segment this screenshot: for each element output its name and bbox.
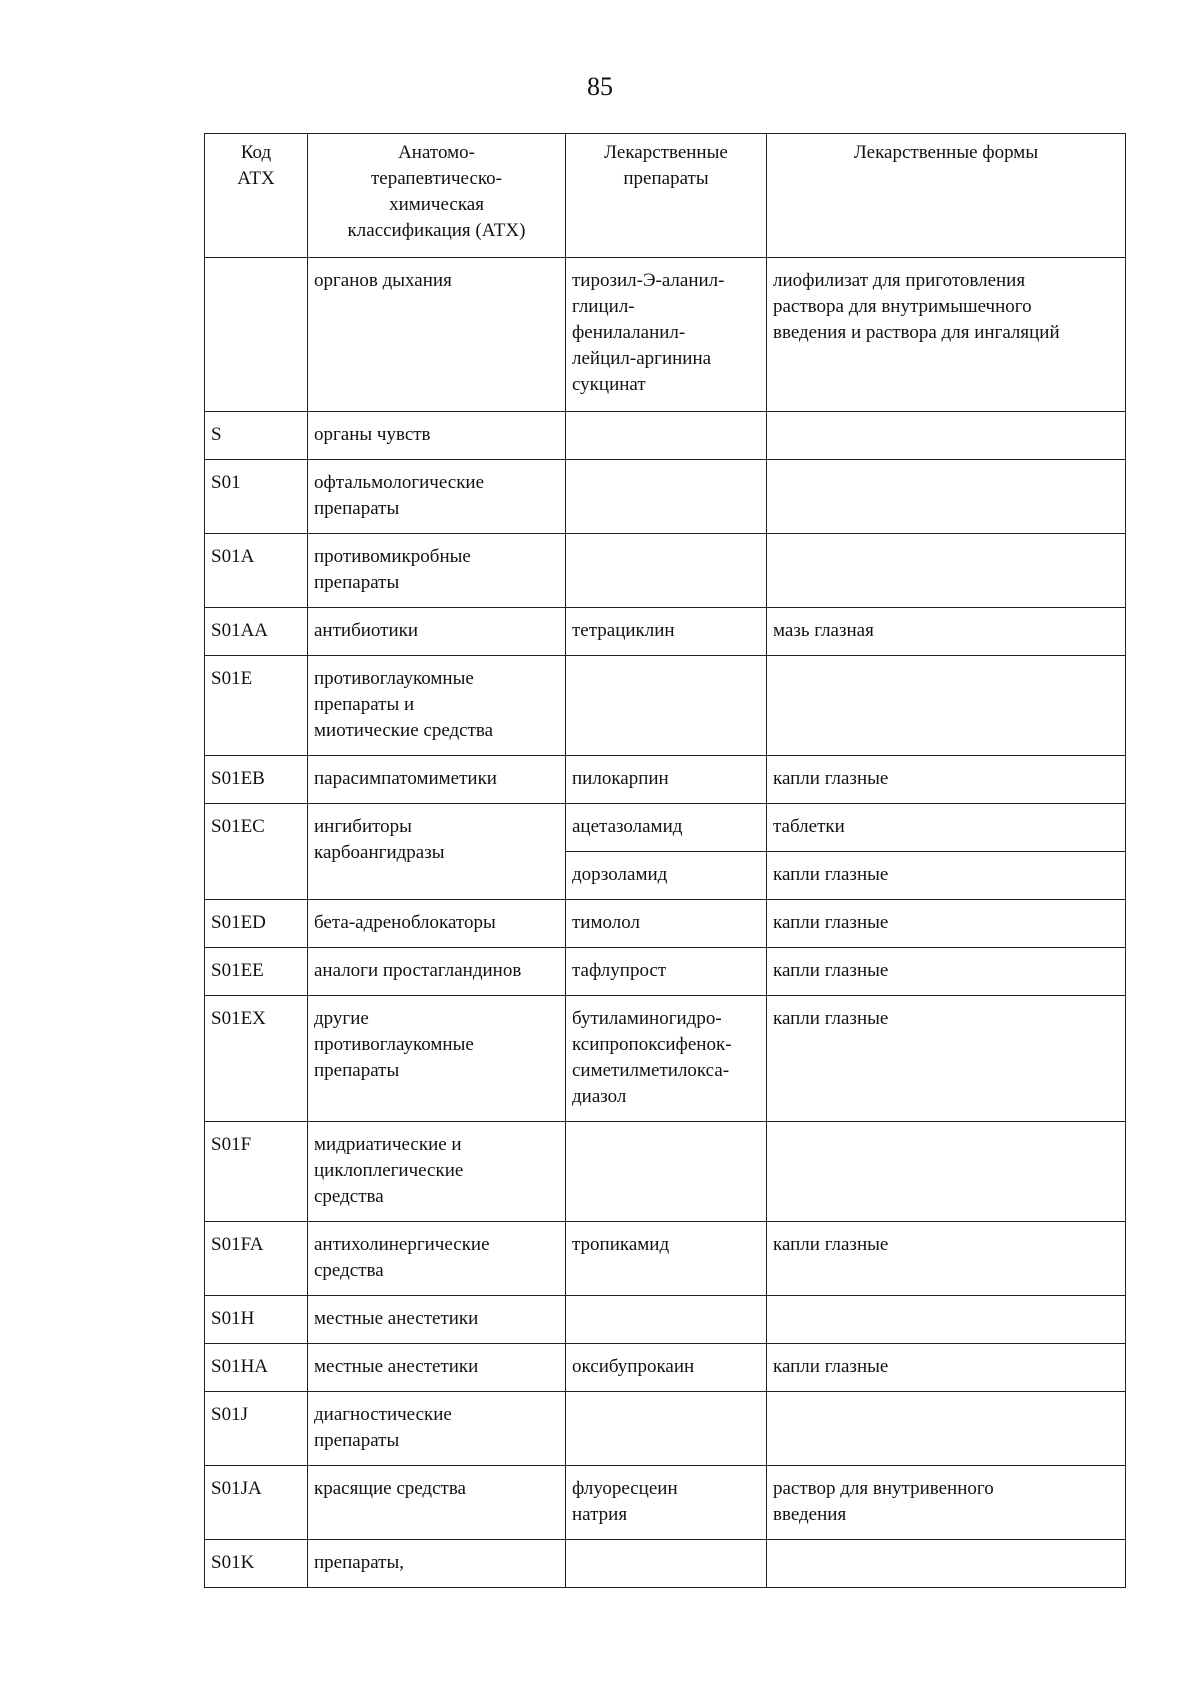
form-line: мазь глазная: [773, 620, 874, 641]
atc-code-cell: S01A: [205, 534, 308, 608]
atc-code-cell: [205, 258, 308, 412]
classification-cell: [308, 656, 566, 756]
page-number: 85: [587, 72, 613, 101]
form-cell: [767, 1540, 1126, 1588]
drug-cell: [566, 948, 767, 996]
form-line: лиофилизат для приготовления: [773, 270, 1026, 291]
classification-line: диагностические: [314, 1404, 452, 1425]
form-cell: [767, 1392, 1126, 1466]
classification-cell: [308, 608, 566, 656]
form-line: капли глазные: [773, 1356, 889, 1377]
drug-cell: [566, 804, 767, 852]
header-drugs: [566, 134, 767, 258]
drug-line: лейцил-аргинина: [572, 348, 712, 369]
form-line: капли глазные: [773, 1234, 889, 1255]
drug-line: тимолол: [572, 912, 640, 933]
form-cell: [767, 608, 1126, 656]
classification-line: препараты: [314, 1430, 400, 1451]
drug-line: бутиламиногидро-: [572, 1008, 722, 1029]
atc-code-cell: S01: [205, 460, 308, 534]
classification-line: органы чувств: [314, 424, 431, 445]
drug-line: сукцинат: [572, 374, 646, 395]
drug-cell: [566, 656, 767, 756]
form-line: капли глазные: [773, 1008, 889, 1029]
header-line: Анатомо-: [398, 142, 475, 163]
atc-code-cell: S01FA: [205, 1222, 308, 1296]
drug-line: натрия: [572, 1504, 628, 1525]
classification-cell: [308, 996, 566, 1122]
header-line: терапевтическо-: [371, 168, 502, 189]
classification-cell: [308, 1296, 566, 1344]
table-row: [205, 608, 1126, 656]
drug-cell: [566, 1344, 767, 1392]
drug-line: симетилметилокса-: [572, 1060, 730, 1081]
drug-line: ксипропоксифенок-: [572, 1034, 732, 1055]
classification-line: местные анестетики: [314, 1356, 479, 1377]
drug-cell: [566, 1222, 767, 1296]
form-line: капли глазные: [773, 912, 889, 933]
form-cell: [767, 1344, 1126, 1392]
classification-line: органов дыхания: [314, 270, 452, 291]
drug-cell: [566, 1122, 767, 1222]
drug-cell: [566, 460, 767, 534]
classification-cell: [308, 1540, 566, 1588]
atc-code-cell: S01ED: [205, 900, 308, 948]
table-row: [205, 948, 1126, 996]
form-cell: [767, 534, 1126, 608]
form-cell: [767, 948, 1126, 996]
drug-line: ацетазоламид: [572, 816, 683, 837]
drug-cell: [566, 996, 767, 1122]
drug-cell: [566, 756, 767, 804]
form-line: введения и раствора для ингаляций: [773, 322, 1060, 343]
atc-code-cell: S01HA: [205, 1344, 308, 1392]
classification-line: антихолинергические: [314, 1234, 490, 1255]
drug-line: флуоресцеин: [572, 1478, 678, 1499]
drug-line: пилокарпин: [572, 768, 669, 789]
classification-line: циклоплегические: [314, 1160, 464, 1181]
classification-line: местные анестетики: [314, 1308, 479, 1329]
classification-line: другие: [314, 1008, 369, 1029]
form-cell: [767, 1296, 1126, 1344]
classification-line: карбоангидразы: [314, 842, 445, 863]
classification-cell: [308, 412, 566, 460]
drug-line: глицил-: [572, 296, 635, 317]
form-cell: [767, 1466, 1126, 1540]
form-line: раствора для внутримышечного: [773, 296, 1032, 317]
atc-code-cell: S01J: [205, 1392, 308, 1466]
drug-cell: [566, 1466, 767, 1540]
drug-cell: [566, 534, 767, 608]
form-line: введения: [773, 1504, 847, 1525]
form-cell: [767, 460, 1126, 534]
drug-line: тирозил-Э-аланил-: [572, 270, 725, 291]
header-line: препараты: [623, 168, 709, 189]
classification-line: аналоги простагландинов: [314, 960, 522, 981]
classification-cell: [308, 1222, 566, 1296]
table-row: [205, 1466, 1126, 1540]
drug-cell: [566, 258, 767, 412]
form-cell: [767, 258, 1126, 412]
table-body: [205, 258, 1126, 1588]
header-line: Лекарственные: [604, 142, 728, 163]
classification-cell: [308, 900, 566, 948]
classification-line: препараты: [314, 572, 400, 593]
table-row: [205, 258, 1126, 412]
form-cell: [767, 852, 1126, 900]
atc-code-cell: S01JA: [205, 1466, 308, 1540]
classification-line: средства: [314, 1186, 384, 1207]
table-row: [205, 804, 1126, 852]
classification-line: противомикробные: [314, 546, 471, 567]
drug-cell: [566, 1540, 767, 1588]
atc-code-cell: S01EB: [205, 756, 308, 804]
header-forms: [767, 134, 1126, 258]
header-line: химическая: [389, 194, 484, 215]
drug-cell: [566, 852, 767, 900]
table-row: [205, 1222, 1126, 1296]
form-cell: [767, 900, 1126, 948]
classification-cell: [308, 534, 566, 608]
table-row: [205, 1392, 1126, 1466]
table-row: [205, 900, 1126, 948]
table-row: [205, 534, 1126, 608]
atc-code-cell: S01AA: [205, 608, 308, 656]
classification-cell: [308, 1392, 566, 1466]
classification-line: препараты и: [314, 694, 415, 715]
atc-code-cell: S01K: [205, 1540, 308, 1588]
classification-line: препараты,: [314, 1552, 404, 1573]
table-row: [205, 756, 1126, 804]
form-cell: [767, 656, 1126, 756]
classification-line: офтальмологические: [314, 472, 485, 493]
header-line: классификация (АТХ): [347, 220, 526, 241]
drug-cell: [566, 608, 767, 656]
classification-line: ингибиторы: [314, 816, 412, 837]
header-line: Лекарственные формы: [853, 142, 1039, 163]
header-code: [205, 134, 308, 258]
atc-code-cell: S01EC: [205, 804, 308, 900]
classification-line: парасимпатомиметики: [314, 768, 497, 789]
form-cell: [767, 1222, 1126, 1296]
table-row: [205, 1540, 1126, 1588]
classification-line: миотические средства: [314, 720, 494, 741]
classification-cell: [308, 1122, 566, 1222]
classification-line: противоглаукомные: [314, 1034, 474, 1055]
atc-code-cell: S01E: [205, 656, 308, 756]
table-row: [205, 1122, 1126, 1222]
classification-cell: [308, 1344, 566, 1392]
form-line: капли глазные: [773, 768, 889, 789]
atc-classification-table: [204, 133, 1126, 1588]
header-line: Код: [240, 142, 272, 163]
classification-line: мидриатические и: [314, 1134, 462, 1155]
table-row: [205, 460, 1126, 534]
drug-line: диазол: [572, 1086, 627, 1107]
table-header-row: [205, 134, 1126, 258]
atc-code-cell: S01EX: [205, 996, 308, 1122]
drug-cell: [566, 1296, 767, 1344]
drug-cell: [566, 1392, 767, 1466]
table-row: [205, 412, 1126, 460]
classification-cell: [308, 258, 566, 412]
form-cell: [767, 804, 1126, 852]
form-cell: [767, 412, 1126, 460]
form-line: раствор для внутривенного: [773, 1478, 994, 1499]
drug-line: тропикамид: [572, 1234, 670, 1255]
atc-code-cell: S01H: [205, 1296, 308, 1344]
drug-line: дорзоламид: [572, 864, 668, 885]
drug-cell: [566, 900, 767, 948]
classification-line: препараты: [314, 498, 400, 519]
drug-cell: [566, 412, 767, 460]
table-row: [205, 996, 1126, 1122]
classification-line: препараты: [314, 1060, 400, 1081]
form-line: капли глазные: [773, 864, 889, 885]
header-classification: [308, 134, 566, 258]
classification-cell: [308, 948, 566, 996]
atc-code-cell: S01EE: [205, 948, 308, 996]
classification-cell: [308, 756, 566, 804]
drug-line: фенилаланил-: [572, 322, 686, 343]
atc-code-cell: S01F: [205, 1122, 308, 1222]
atc-code-cell: S: [205, 412, 308, 460]
classification-line: противоглаукомные: [314, 668, 474, 689]
classification-line: антибиотики: [314, 620, 419, 641]
form-line: таблетки: [773, 816, 845, 837]
form-line: капли глазные: [773, 960, 889, 981]
table-row: [205, 1296, 1126, 1344]
classification-cell: [308, 460, 566, 534]
drug-line: тетрациклин: [572, 620, 675, 641]
classification-line: бета-адреноблокаторы: [314, 912, 496, 933]
classification-line: красящие средства: [314, 1478, 466, 1499]
drug-line: оксибупрокаин: [572, 1356, 695, 1377]
classification-cell: [308, 804, 566, 900]
form-cell: [767, 1122, 1126, 1222]
classification-cell: [308, 1466, 566, 1540]
header-line: АТХ: [237, 168, 275, 189]
form-cell: [767, 756, 1126, 804]
classification-line: средства: [314, 1260, 384, 1281]
drug-line: тафлупрост: [572, 960, 667, 981]
table-row: [205, 1344, 1126, 1392]
form-cell: [767, 996, 1126, 1122]
table-row: [205, 656, 1126, 756]
